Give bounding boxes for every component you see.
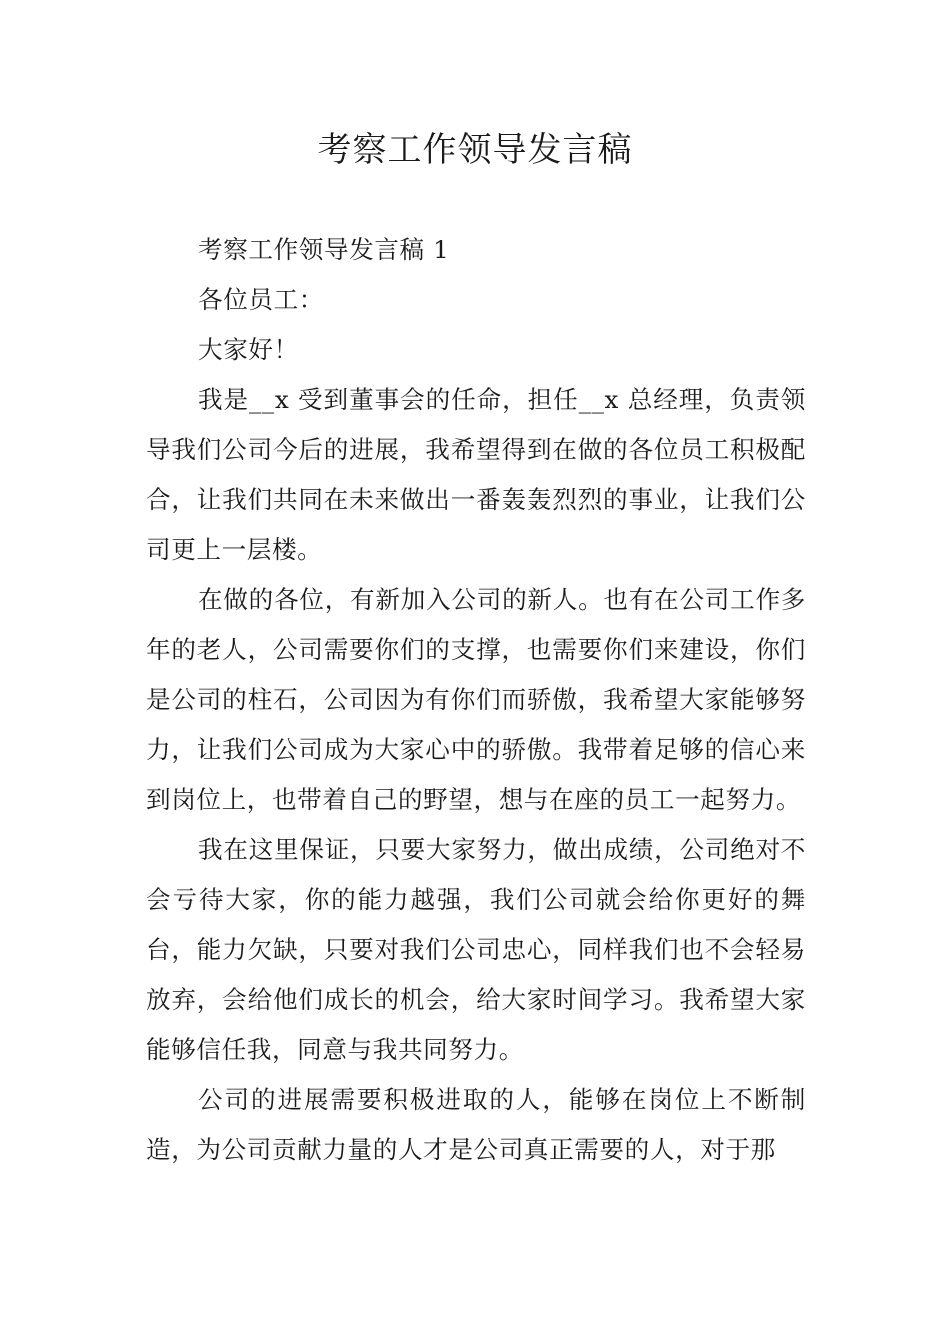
- body-paragraph: 我是__x 受到董事会的任命，担任__x 总经理，负责领导我们公司今后的进展，我希望得到在做的各位员工积极配合，让我们共同在未来做出一番轰轰烈烈的事业，让我们公司更上一层楼。: [146, 385, 806, 564]
- salutation: 各位员工：: [198, 285, 324, 314]
- section-heading: 考察工作领导发言稿 1: [198, 235, 450, 264]
- greeting: 大家好！: [198, 335, 299, 364]
- body-paragraph: 在做的各位，有新加入公司的新人。也有在公司工作多年的老人，公司需要你们的支撑，也需要你们来建设，你们是公司的柱石，公司因为有你们而骄傲，我希望大家能够努力，让我们公司成为大家心中的骄傲。我带着足够的信心来到岗位上，也带着自己的野望，想与在座的员工一起努力。: [146, 585, 806, 814]
- document-title: 考察工作领导发言稿: [317, 130, 633, 170]
- body-paragraph: 我在这里保证，只要大家努力，做出成绩，公司绝对不会亏待大家，你的能力越强，我们公司就会给你更好的舞台，能力欠缺，只要对我们公司忠心，同样我们也不会轻易放弃，会给他们成长的机会，给大家时间学习。我希望大家能够信任我，同意与我共同努力。: [146, 835, 806, 1064]
- document-body: [146, 225, 806, 1175]
- body-paragraph: 公司的进展需要积极进取的人，能够在岗位上不断制造，为公司贡献力量的人才是公司真正需要的人，对于那: [146, 1085, 806, 1164]
